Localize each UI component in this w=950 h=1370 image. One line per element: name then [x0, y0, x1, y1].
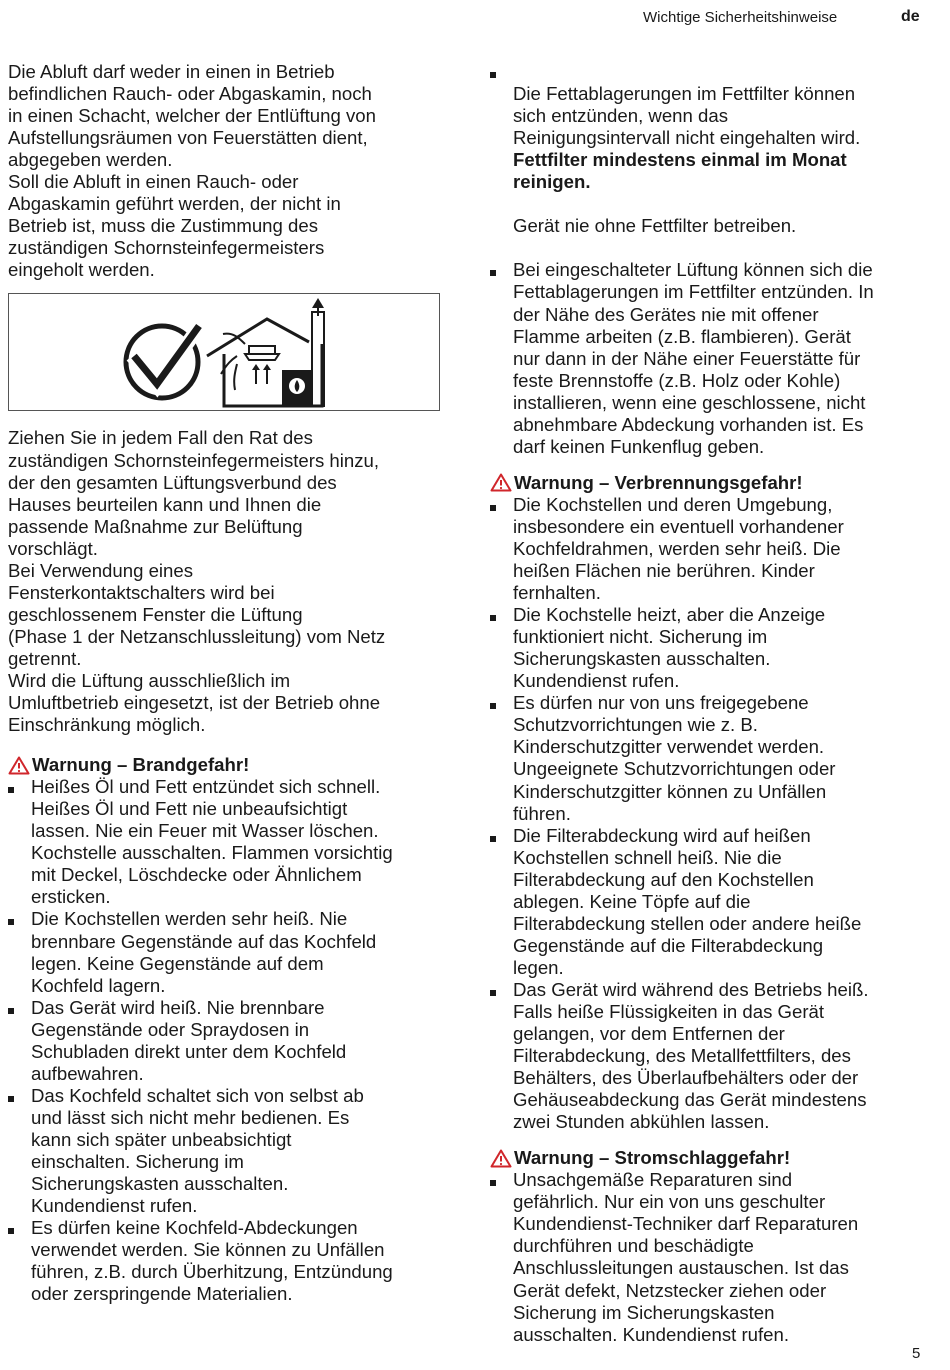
- warning-triangle-icon: [490, 1149, 512, 1168]
- bullet-display-fault: Die Kochstelle heizt, aber die Anzeige funktioniert nicht. Sicherung im Sicherungskasten ausschalten. Kundendienst rufen.: [490, 604, 922, 692]
- bullet-open-flame: Bei eingeschalteter Lüftung können sich die Fettablagerungen im Fettfilter entzünden. In der Nähe des Gerätes nie mit offener Flamme arbeiten (z.B. flambieren). Gerät nur dann in der Nähe einer Feuerstätte für feste Brennstoffe (z.B. Holz oder Kohle) installieren, wenn eine geschlossene, nicht abnehmbare Abdeckung vorhanden ist. Es darf keinen Funkenflug geben.: [490, 259, 922, 457]
- warning-burn-heading: [490, 472, 922, 494]
- warning-electric-heading: [490, 1147, 922, 1169]
- warning-burn-title: Warnung – Verbrennungsgefahr!: [514, 471, 803, 493]
- bullet-hot-oil: Heißes Öl und Fett entzündet sich schnell. Heißes Öl und Fett nie unbeaufsichtigt lassen. Nie ein Feuer mit Wasser löschen. Kochstelle ausschalten. Flammen vorsichtig mit Deckel, Löschdecke oder Ähnlichem ersticken.: [8, 776, 440, 908]
- paragraph-exhaust-air: Die Abluft darf weder in einen in Betrieb befindlichen Rauch- oder Abgaskamin, noch in einen Schacht, welcher der Entlüftung von Aufstellungsräumen von Feuerstätten dient, abgegeben werden.: [8, 61, 376, 171]
- bullet-hot-liquids: Das Gerät wird während des Betriebs heiß. Falls heiße Flüssigkeiten in das Gerät gelangen, vor dem Entfernen der Filterabdeckung, des Metallfettfilters, des Behälters, des Überlaufbehälters oder der Gehäuseabdeckung das Gerät mindestens zwei Stunden abkühlen lassen.: [490, 979, 922, 1133]
- bullet-protective-devices: Es dürfen nur von uns freigegebene Schutzvorrichtungen wie z. B. Kinderschutzgitter verwendet werden. Ungeeignete Schutzvorrichtungen oder Kinderschutzgitter können zu Unfällen führen.: [490, 692, 922, 824]
- bullet-appliance-hot: Das Gerät wird heiß. Nie brennbare Gegenstände oder Spraydosen in Schubladen direkt unter dem Kochfeld aufbewahren.: [8, 997, 440, 1085]
- warning-fire-title: Warnung – Brandgefahr!: [32, 754, 250, 776]
- grease-filter-text: Die Fettablagerungen im Fettfilter können sich entzünden, wenn das Reinigungsintervall nicht eingehalten wird.: [513, 83, 861, 149]
- left-column: [8, 61, 440, 1305]
- warning-triangle-icon: [490, 473, 512, 492]
- warning-electric-title: Warnung – Stromschlaggefahr!: [514, 1147, 791, 1169]
- warning-fire-heading: [8, 754, 440, 776]
- paragraph-recirculation: Wird die Lüftung ausschließlich im Umluftbetrieb eingesetzt, ist der Betrieb ohne Einschränkung möglich.: [8, 669, 381, 736]
- grease-filter-note: Gerät nie ohne Fettfilter betreiben.: [513, 215, 797, 237]
- bullet-hob-covers: Es dürfen keine Kochfeld-Abdeckungen verwendet werden. Sie können zu Unfällen führen, z.B. durch Überhitzung, Entzündung oder zerspringende Materialien.: [8, 1217, 440, 1305]
- warning-triangle-icon: [8, 756, 30, 775]
- paragraph-window-contact-switch: Bei Verwendung eines Fensterkontaktschalters wird bei geschlossenem Fenster die Lüftung (Phase 1 der Netzanschlussleitung) vom Netz getrennt.: [8, 559, 386, 669]
- paragraph-chimney-sweep-advice: Ziehen Sie in jedem Fall den Rat des zuständigen Schornsteinfegermeisters hinzu, der den gesamten Lüftungsverbund des Hauses beurteilen kann und Ihnen die passende Maßnahme zur Belüftung vorschlägt.: [8, 427, 380, 559]
- ventilation-illustration: [8, 293, 440, 411]
- running-header-title: Wichtige Sicherheitshinweise: [643, 9, 838, 26]
- ventilation-diagram-icon: [9, 294, 441, 412]
- bullet-grease-filter: [490, 61, 922, 259]
- bullet-hot-surfaces: Die Kochstellen und deren Umgebung, insbesondere ein eventuell vorhandener Kochfeldrahmen, werden sehr heiß. Die heißen Flächen nie berühren. Kinder fernhalten.: [490, 494, 922, 604]
- right-column: [490, 61, 922, 1346]
- bullet-hot-cooking-zones: Die Kochstellen werden sehr heiß. Nie brennbare Gegenstände auf das Kochfeld legen. Keine Gegenstände auf dem Kochfeld lagern.: [8, 908, 440, 996]
- grease-filter-cleaning-instruction: Fettfilter mindestens einmal im Monat reinigen.: [513, 149, 847, 193]
- bullet-auto-switch-off: Das Kochfeld schaltet sich von selbst ab und lässt sich nicht mehr bedienen. Es kann sich später unbeabsichtigt einschalten. Sicherung im Sicherungskasten ausschalten. Kundendienst rufen.: [8, 1085, 440, 1217]
- paragraph-chimney-consent: Soll die Abluft in einen Rauch- oder Abgaskamin geführt werden, der nicht in Betrieb ist, muss die Zustimmung des zuständigen Schornsteinfegermeisters eingeholt werden.: [8, 171, 341, 281]
- language-tag: de: [901, 8, 920, 25]
- bullet-filter-cover: Die Filterabdeckung wird auf heißen Kochstellen schnell heiß. Nie die Filterabdeckung auf den Kochstellen ablegen. Keine Töpfe auf die Filterabdeckung stellen oder andere heiße Gegenstände auf die Filterabdeckung legen.: [490, 825, 922, 979]
- page-number: 5: [912, 1345, 921, 1362]
- bullet-repairs: Unsachgemäße Reparaturen sind gefährlich. Nur ein von uns geschulter Kundendienst-Techniker darf Reparaturen durchführen und beschädigte Anschlussleitungen austauschen. Ist das Gerät defekt, Netzstecker ziehen oder Sicherung im Sicherungskasten ausschalten. Kundendienst rufen.: [490, 1169, 922, 1345]
